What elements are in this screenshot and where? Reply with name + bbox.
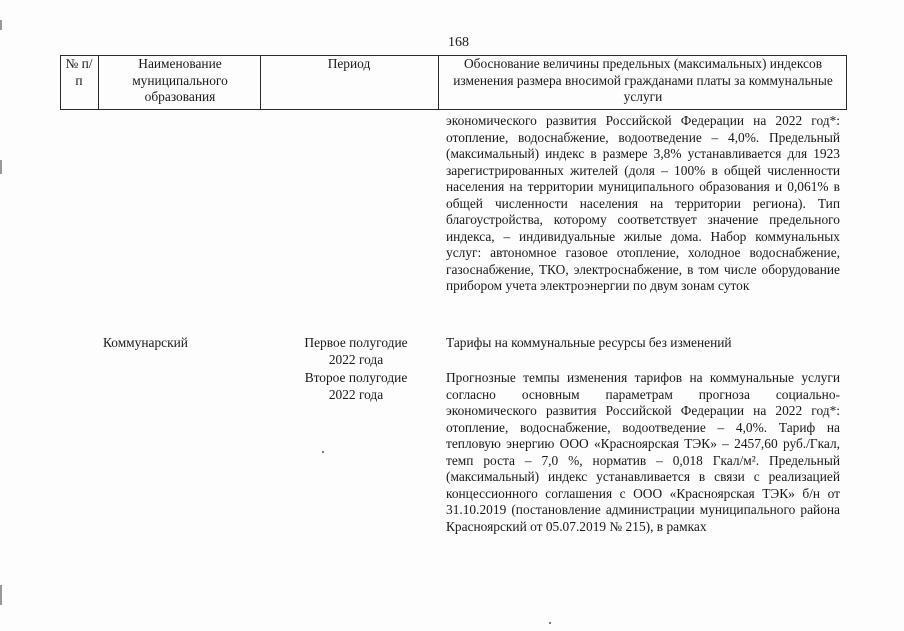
scan-edge-mark	[0, 160, 2, 174]
scan-speck	[549, 622, 551, 624]
period-second-half: Второе полугодие 2022 года	[304, 370, 408, 402]
header-right-border	[846, 55, 847, 110]
justification-continuation: экономического развития Российской Федерации на 2022 год*: отопление, водоснабжение, водоотведение – 4,0%. Предельный (максимальный) индекс в размере 3,8% устанавливается для 1923 зарегистрированных жителей (доля – 100% в общей численности населения на территории муниципального образования и 0,061% в общей численности населения на территории региона). Тип благоустройства, которому соответствует значение предельного индекса, – индивидуальные жилые дома. Набор коммунальных услуг: автономное газовое отопление, холодное водоснабжение, газоснабжение, ТКО, электроснабжение, в том числе оборудование прибором учета электроэнергии по двум зонам суток	[446, 113, 840, 293]
header-left-border	[60, 55, 61, 110]
scan-edge-mark	[0, 585, 2, 605]
justification-first-half: Тарифы на коммунальные ресурсы без изменений	[446, 335, 732, 350]
header-col-municipality: Наименование муниципального образования	[132, 56, 228, 104]
header-divider-1	[98, 55, 99, 110]
justification-second-half: Прогнозные темпы изменения тарифов на коммунальные услуги согласно основным параметрам прогноза социально-экономического развития Российской Федерации на 2022 год*: отопление, водоснабжение, водоотведение – 4,0%. Тариф на тепловую энергию ООО «Красноярская ТЭК» – 2457,60 руб./Гкал, темп роста – 7,0 %, норматив – 0,018 Гкал/м². Предельный (максимальный) индекс устанавливается в связи с реализацией концессионного соглашения с ООО «Красноярская ТЭК» б/н от 31.10.2019 (постановление администрации муниципального района Красноярский от 05.07.2019 № 215), в рамках	[446, 370, 840, 534]
header-col-justification: Обоснование величины предельных (максимальных) индексов изменения размера вносимой гражданами платы за коммунальные услуги	[453, 56, 833, 104]
header-col-number: № п/п	[65, 56, 93, 88]
header-col-period: Период	[327, 56, 371, 71]
period-first-half: Первое полугодие 2022 года	[304, 335, 408, 367]
page-number: 168	[448, 35, 469, 50]
scan-speck	[322, 451, 324, 453]
municipality-name: Коммунарский	[103, 335, 188, 350]
header-divider-3	[438, 55, 439, 110]
header-bottom-border	[60, 109, 847, 110]
header-divider-2	[260, 55, 261, 110]
scan-edge-mark	[0, 20, 2, 30]
